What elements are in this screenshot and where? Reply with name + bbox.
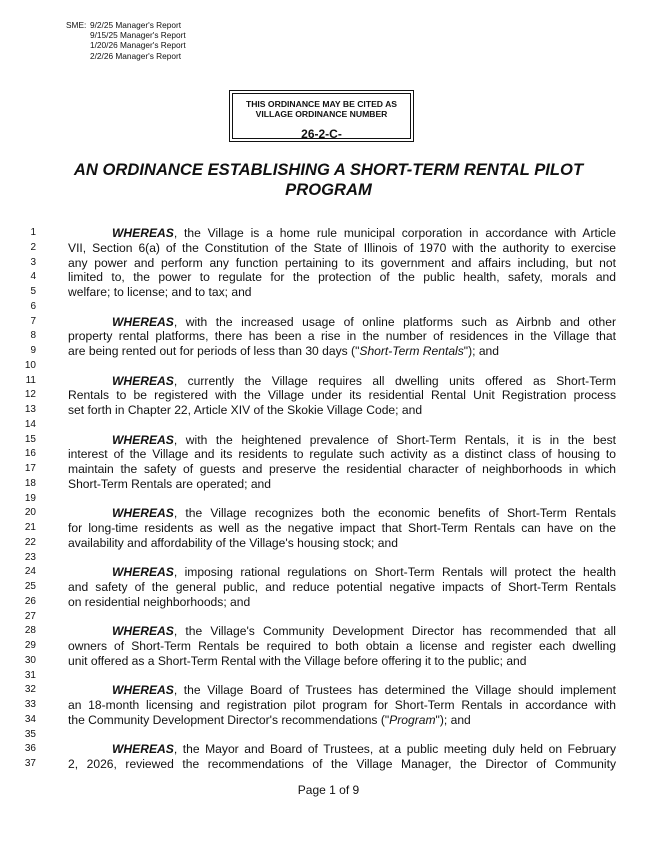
line-number: 4 xyxy=(30,271,36,283)
line-number: 29 xyxy=(24,640,36,651)
line-number: 17 xyxy=(24,463,36,474)
line-number: 19 xyxy=(24,492,36,504)
line-number: 37 xyxy=(24,758,36,769)
body-line: interest of the Village and its residents to regulate such activity as a distinct class of housing to xyxy=(68,447,616,462)
line-number: 9 xyxy=(30,345,36,356)
body-line: WHEREAS, imposing rational regulations on Short-Term Rentals will protect the health xyxy=(112,565,616,580)
body-line: WHEREAS, with the increased usage of online platforms such as Airbnb and other xyxy=(112,314,616,329)
body-line: any power and perform any function pertaining to its government and affairs including, but not xyxy=(68,255,616,270)
line-number: 34 xyxy=(24,713,36,725)
line-number: 3 xyxy=(30,256,36,268)
body-line: 2, 2026, reviewed the recommendations of the Village Manager, the Director of Community xyxy=(68,757,616,771)
line-number: 13 xyxy=(24,404,36,415)
line-number: 10 xyxy=(24,359,36,371)
body-line: Rentals to be registered with the Village under its residential Rental Unit Registration process xyxy=(68,388,616,403)
line-number: 18 xyxy=(24,477,36,489)
line-number: 23 xyxy=(24,551,36,563)
line-number: 32 xyxy=(24,684,36,696)
body-line: Short-Term Rentals are operated; and xyxy=(68,476,272,491)
body-line: maintain the safety of guests and preserve the residential character of neighborhoods in which xyxy=(68,462,616,476)
line-number: 26 xyxy=(24,595,36,607)
line-number: 5 xyxy=(30,286,36,297)
line-number: 25 xyxy=(24,581,36,592)
sme-entry: 9/15/25 Manager's Report xyxy=(90,30,186,41)
citation-box xyxy=(229,90,414,142)
line-number: 35 xyxy=(24,728,36,740)
line-number: 24 xyxy=(24,566,36,578)
line-number: 33 xyxy=(24,699,36,710)
body-line: WHEREAS, currently the Village requires all dwelling units offered as Short-Term xyxy=(112,373,616,388)
body-line: WHEREAS, the Village recognizes both the economic benefits of Short-Term Rentals xyxy=(112,506,616,521)
body-line: an 18-month licensing and registration pilot program for Short-Term Rentals in accordance with xyxy=(68,698,616,712)
line-number: 6 xyxy=(30,300,36,312)
body-line: WHEREAS, the Village's Community Development Director has recommended that all xyxy=(112,624,616,639)
ordinance-number: 26-2-C- xyxy=(301,127,342,141)
sme-entry: 1/20/26 Manager's Report xyxy=(90,40,186,51)
citation-text-2: VILLAGE ORDINANCE NUMBER xyxy=(255,109,388,119)
body-line: limited to, the power to regulate for the protection of the public health, safety, morals and xyxy=(68,270,616,285)
line-number: 22 xyxy=(24,536,36,548)
body-line: the Community Development Director's recommendations ("Program"); and xyxy=(68,712,471,727)
body-line: owners of Short-Term Rentals be required to both obtain a license and register each dwelling xyxy=(68,639,616,653)
sme-entry: 9/2/25 Manager's Report xyxy=(90,20,182,30)
body-line: and safety of the general public, and reduce potential negative impacts of Short-Term Rentals xyxy=(68,580,616,594)
line-number: 7 xyxy=(30,315,36,327)
body-line: WHEREAS, with the heightened prevalence of Short-Term Rentals, it is in the best xyxy=(112,432,616,447)
title-line-1: AN ORDINANCE ESTABLISHING A SHORT-TERM RENTAL PILOT xyxy=(73,160,584,179)
body-line: VII, Section 6(a) of the Constitution of the State of Illinois of 1970 with the authority to exercise xyxy=(68,240,616,255)
body-line: property rental platforms, there has been a rise in the number of residences in the Village that xyxy=(68,329,616,344)
line-number: 12 xyxy=(24,389,36,401)
line-number: 30 xyxy=(24,654,36,666)
sme-label: SME: xyxy=(66,20,87,30)
body-line: on residential neighborhoods; and xyxy=(68,594,251,609)
body-line: welfare; to license; and to tax; and xyxy=(68,285,252,299)
sme-entry: 2/2/26 Manager's Report xyxy=(90,50,182,61)
body-line: WHEREAS, the Village is a home rule municipal corporation in accordance with Article xyxy=(112,226,616,240)
title-line-2: PROGRAM xyxy=(285,180,372,199)
line-number: 1 xyxy=(30,227,36,238)
line-number: 15 xyxy=(24,433,36,445)
line-number: 2 xyxy=(30,241,36,253)
ordinance-title xyxy=(60,160,597,200)
body-line: set forth in Chapter 22, Article XIV of the Skokie Village Code; and xyxy=(68,403,423,417)
citation-text-1: THIS ORDINANCE MAY BE CITED AS xyxy=(245,99,398,109)
body-line: WHEREAS, the Village Board of Trustees has determined the Village should implement xyxy=(112,683,616,698)
line-number: 20 xyxy=(24,507,36,519)
body-line: for long-time residents as well as the negative impact that Short-Term Rentals can have on the xyxy=(68,521,616,535)
line-number: 31 xyxy=(24,669,36,681)
line-number: 36 xyxy=(24,743,36,755)
page-number: Page 1 of 9 xyxy=(297,783,360,797)
line-number: 27 xyxy=(24,610,36,622)
body-line: are being rented out for periods of less than 30 days ("Short-Term Rentals"); and xyxy=(68,344,499,358)
body-line: WHEREAS, the Mayor and Board of Trustees, at a public meeting duly held on February xyxy=(112,742,616,757)
line-number: 11 xyxy=(25,374,36,386)
body-line: unit offered as a Short-Term Rental with the Village before offering it to the public; and xyxy=(68,653,527,668)
sme-history xyxy=(66,20,186,61)
line-number: 16 xyxy=(24,448,36,460)
body-line: availability and affordability of the Village's housing stock; and xyxy=(68,535,398,550)
line-number: 28 xyxy=(24,625,36,637)
line-number: 21 xyxy=(24,522,36,533)
line-number: 8 xyxy=(30,330,36,342)
line-number: 14 xyxy=(24,418,36,430)
